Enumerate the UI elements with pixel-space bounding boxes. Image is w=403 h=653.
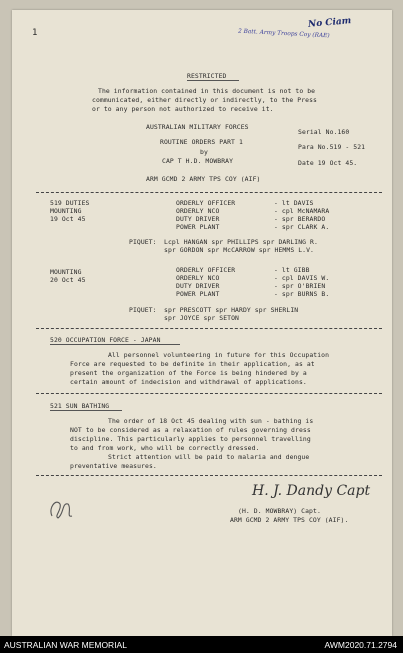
notice-line-1: The information contained in this document is not to be [98, 87, 316, 95]
footer-institution: AUSTRALIAN WAR MEMORIAL [4, 640, 127, 650]
section-520-line: All personnel volunteering in future for this Occupation [108, 351, 330, 359]
duty-role: ORDERLY OFFICER [176, 266, 236, 274]
archive-footer [0, 636, 403, 653]
duty-person: - lt DAVIS [274, 199, 314, 207]
picquet-line: spr JOYCE spr SETON [164, 314, 240, 322]
duties-heading-1: MOUNTING [50, 268, 82, 276]
picquet-label: PIQUET: [129, 238, 157, 246]
section-521-line: The order of 18 Oct 45 dealing with sun - bathing is [108, 417, 314, 425]
duties-heading-2: MOUNTING [50, 207, 82, 215]
initials-mark [46, 494, 76, 524]
by-text: by [200, 148, 208, 156]
duty-person: - lt GIBB [274, 266, 310, 274]
duties-heading-1: 519 DUTIES [50, 199, 90, 207]
section-521-line: preventative measures. [70, 462, 157, 470]
duty-person: - cpl McNAMARA [274, 207, 330, 215]
picquet-line: Lcpl HANGAN spr PHILLIPS spr DARLING R. [164, 238, 318, 246]
section-521-underline [50, 410, 122, 411]
captain-name: CAP T H.D. MOWBRAY [162, 157, 234, 165]
forces-title: AUSTRALIAN MILITARY FORCES [146, 123, 249, 131]
signoff-name: (H. D. MOWBRAY) Capt. [238, 507, 321, 515]
orders-title: ROUTINE ORDERS PART 1 [160, 138, 243, 146]
section-521-line: NOT to be considered as a relaxation of rules governing dress [70, 426, 311, 434]
section-520-underline [50, 344, 180, 345]
unit-stamp: 2 Batt. Army Troops Coy (RAE) [237, 28, 330, 40]
divider [36, 192, 382, 193]
section-520-line: certain amount of indecision and withdrawal of applications. [70, 378, 307, 386]
duty-person: - cpl DAVIS W. [274, 274, 330, 282]
duty-role: POWER PLANT [176, 290, 220, 298]
document-page [12, 10, 392, 636]
notice-line-2: communicated, either directly or indirectly, to the Press [92, 96, 318, 104]
picquet-line: spr GORDON spr McCARROW spr HEMMS L.V. [164, 246, 315, 254]
duty-role: DUTY DRIVER [176, 282, 220, 290]
section-520-heading: 520 OCCUPATION FORCE - JAPAN [50, 336, 161, 344]
section-521-heading: 521 SUN BATHING [50, 402, 110, 410]
section-520-line: Force are requested to be definite in their application, as at [70, 360, 315, 368]
signature: H. J. Dandy Capt [252, 483, 371, 499]
restricted-underline [187, 80, 239, 81]
duty-role: POWER PLANT [176, 223, 220, 231]
para-number: Para No.519 - 521 [298, 143, 366, 151]
picquet-label: PIQUET: [129, 306, 157, 314]
signoff-unit: ARM GCMD 2 ARMY TPS COY (AIF). [230, 516, 349, 524]
footer-accession: AWM2020.71.2794 [324, 640, 397, 650]
duty-role: ORDERLY NCO [176, 207, 220, 215]
duty-role: ORDERLY NCO [176, 274, 220, 282]
page-mark: 1 [32, 28, 38, 38]
duties-heading-2: 20 Oct 45 [50, 276, 86, 284]
duties-heading-3: 19 Oct 45 [50, 215, 86, 223]
section-521-line: discipline. This particularly applies to personnel travelling [70, 435, 311, 443]
divider [36, 393, 382, 394]
divider [36, 328, 382, 329]
serial-number: Serial No.160 [298, 128, 350, 136]
picquet-line: spr PRESCOTT spr HARDY spr SHERLIN [164, 306, 299, 314]
duty-person: - spr O'BRIEN [274, 282, 326, 290]
duty-person: - spr BERARDO [274, 215, 326, 223]
restricted-heading: RESTRICTED [187, 72, 227, 80]
duty-person: - spr CLARK A. [274, 223, 330, 231]
section-521-line: to and from work, who will be correctly dressed. [70, 444, 260, 452]
duty-person: - spr BURNS B. [274, 290, 330, 298]
divider [36, 475, 382, 476]
notice-line-3: or to any person not authorized to receive it. [92, 105, 274, 113]
duty-role: DUTY DRIVER [176, 215, 220, 223]
handwritten-note: No Ciam [307, 16, 352, 30]
duty-role: ORDERLY OFFICER [176, 199, 236, 207]
section-520-line: present the organization of the Force is being hindered by a [70, 369, 307, 377]
unit-title: ARM GCMD 2 ARMY TPS COY (AIF) [146, 175, 261, 183]
order-date: Date 19 Oct 45. [298, 159, 358, 167]
section-521-line: Strict attention will be paid to malaria and dengue [108, 453, 310, 461]
